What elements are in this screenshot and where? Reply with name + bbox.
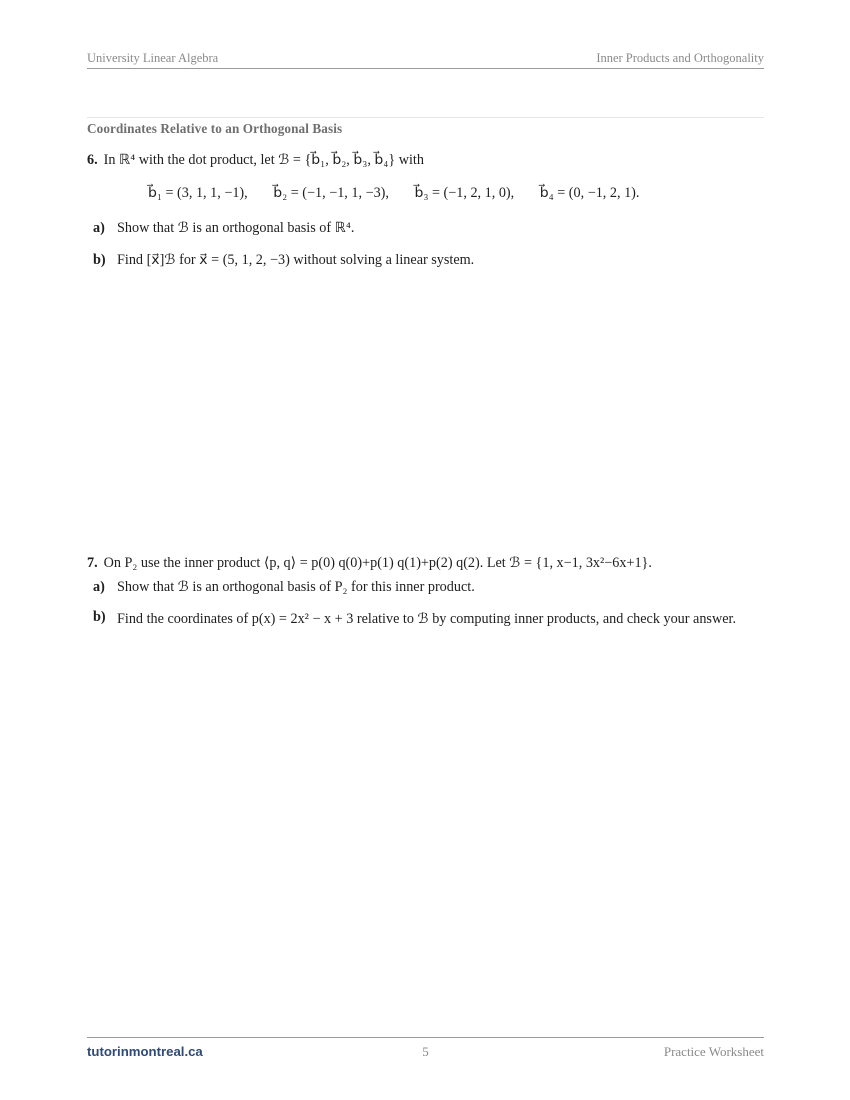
footer-website: tutorinmontreal.ca [87, 1044, 203, 1059]
problem-6-statement [87, 152, 424, 169]
problem-7-statement [87, 555, 652, 572]
part-text: Find the coordinates of p(x) = 2x² − x + 3 relative to ℬ by computing inner products, and check your answer. [117, 611, 736, 627]
basis-vectors-display [148, 185, 661, 202]
vector-b4: b⃗₄ = (0, −1, 2, 1). [539, 185, 640, 201]
part-label: a) [93, 579, 105, 595]
vector-b2: b⃗₂ = (−1, −1, 1, −3), [273, 185, 389, 201]
section-title: Coordinates Relative to an Orthogonal Basis [87, 121, 343, 136]
problem-7-number: 7. [87, 555, 98, 571]
page-header [87, 50, 764, 69]
header-topic-title: Inner Products and Orthogonality [596, 51, 764, 65]
problem-7-text: On P₂ use the inner product ⟨p, q⟩ = p(0) q(0)+p(1) q(1)+p(2) q(2). Let ℬ = {1, x−1, 3x²−6x+1}. [103, 555, 652, 571]
part-label: b) [93, 609, 106, 625]
header-course-title: University Linear Algebra [87, 51, 219, 65]
page-footer [87, 1037, 764, 1062]
problem-6-text: In ℝ⁴ with the dot product, let ℬ = {b⃗₁, b⃗₂, b⃗₃, b⃗₄} with [103, 152, 424, 168]
part-text: Show that ℬ is an orthogonal basis of P₂ for this inner product. [117, 579, 475, 595]
vector-b1: b⃗₁ = (3, 1, 1, −1), [148, 185, 248, 201]
part-label: a) [93, 220, 105, 236]
page-number: 5 [422, 1044, 429, 1059]
part-text: Find [x⃗]ℬ for x⃗ = (5, 1, 2, −3) without solving a linear system. [117, 252, 475, 268]
vector-b3: b⃗₃ = (−1, 2, 1, 0), [414, 185, 515, 201]
part-text: Show that ℬ is an orthogonal basis of ℝ⁴. [117, 220, 355, 236]
part-label: b) [93, 252, 106, 268]
problem-6-number: 6. [87, 152, 98, 168]
footer-document-type: Practice Worksheet [663, 1044, 764, 1059]
section-divider [87, 117, 764, 118]
